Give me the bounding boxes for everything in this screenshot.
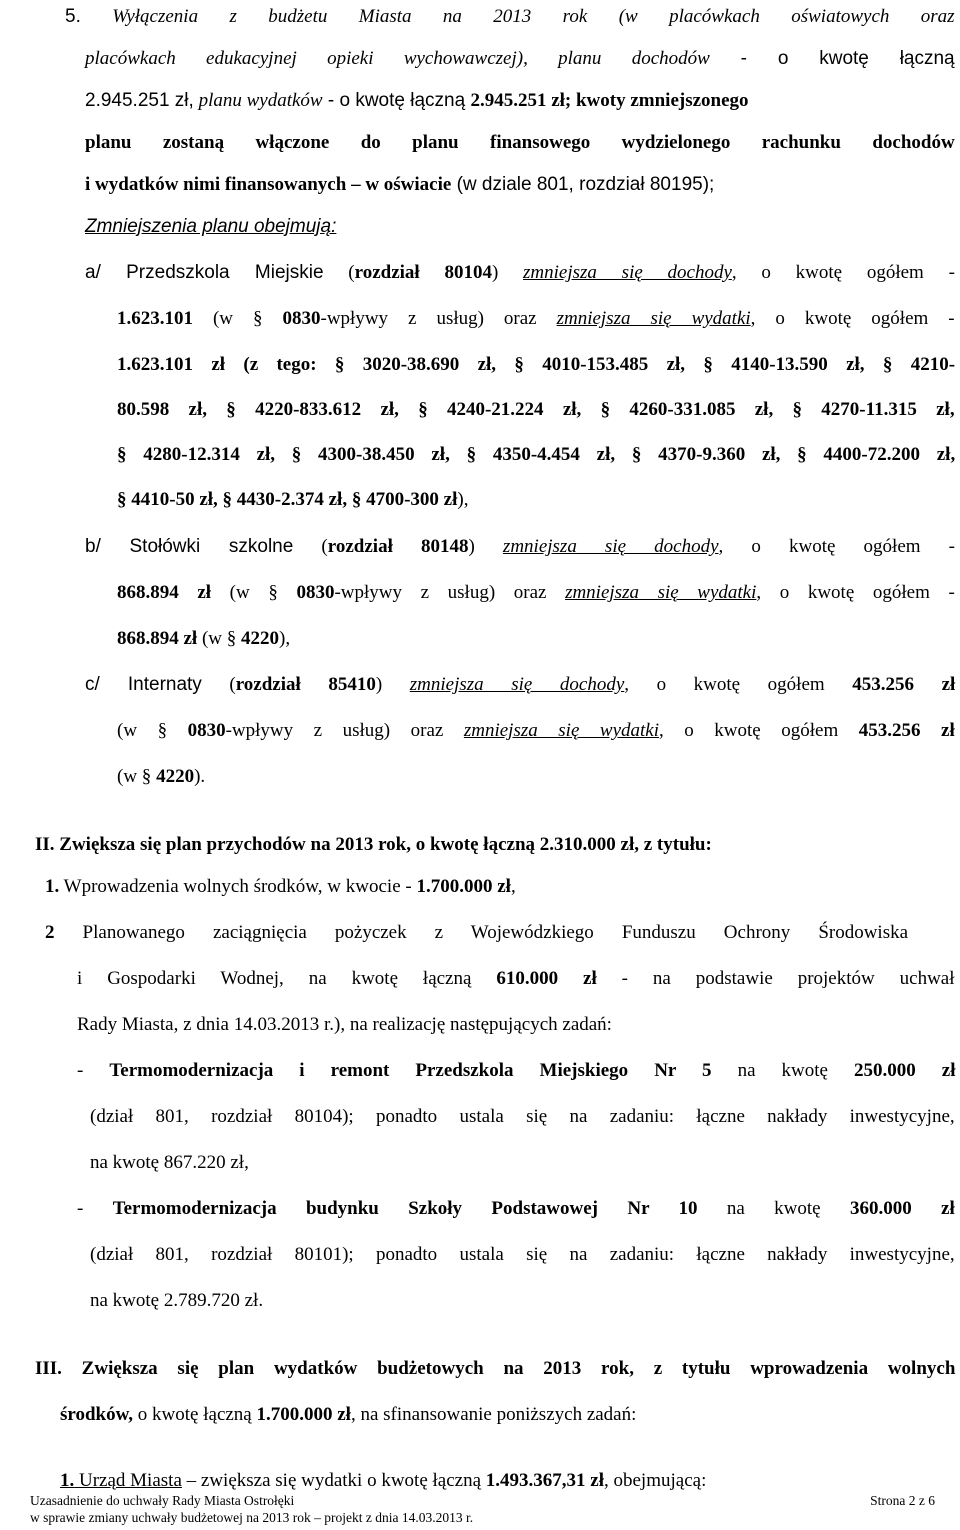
text-run: i Gospodarki Wodnej, na kwotę łączną [77,968,497,989]
text-line [90,1289,263,1313]
text-run: 1.700.000 zł [416,876,511,897]
text-run: zmniejsza się wydatki [556,308,751,329]
text-run: , [510,876,516,897]
text-run: 80.598 zł, § 4220-833.612 zł, § 4240-21.224 zł, § 4260-331.085 zł, § 4270-11.315 zł, [117,399,955,420]
text-run: na kwotę [697,1198,850,1219]
text-run: rozdział 80104 [354,262,492,283]
text-run: 360.000 zł [849,1198,955,1219]
text-run: , na sfinansowanie poniższych zadań: [350,1404,637,1425]
text-run: ) [491,262,524,283]
text-run: – w oświacie [351,174,452,195]
text-run: zmniejsza się wydatki [565,582,757,603]
text-run: b/ Stołówki szkolne [85,536,294,557]
text-line [85,131,955,155]
text-line [35,1357,955,1381]
text-run: Urząd Miasta [74,1470,182,1491]
text-run: - [77,1198,113,1219]
text-line [77,1197,955,1221]
text-run: , o kwotę ogółem [659,720,859,741]
text-run: 453.256 zł [852,674,956,695]
text-run: na kwotę 2.789.720 zł. [90,1290,264,1311]
text-run: (w placówkach oświatowych oraz [587,6,955,27]
text-run: zmniejsza się dochody [409,674,625,695]
text-run: § 4410-50 zł, § 4430-2.374 zł, § 4700-300 zł [117,489,458,510]
text-run: (w § [117,766,157,787]
text-run: - na podstawie projektów uchwał [596,968,955,989]
text-run: Planowanego zaciągnięcia pożyczek z Wojewódzkiego Funduszu Ochrony Środowiska [54,922,909,943]
text-run: 250.000 zł [853,1060,956,1081]
text-line [35,833,712,857]
text-run: - o kwotę łączną [709,48,955,69]
text-line [85,215,336,239]
text-line [85,173,714,197]
footer-page-number: Strona 2 z 6 [870,1493,935,1508]
text-run: (w § [197,628,242,649]
text-line [60,1403,636,1427]
text-run: 0830 [296,582,335,603]
text-run: 2.310.000 zł, z tytułu: [539,834,712,855]
text-run: zmniejsza się dochody [523,262,732,283]
text-run: rozdział 80148 [327,536,469,557]
text-run: , o kwotę ogółem [624,674,853,695]
text-run: III. Zwiększa się plan wydatków budżetowych na 2013 rok, z tytułu wprowadzenia wolnych [35,1358,956,1379]
text-run: -wpływy z usług) oraz [225,720,464,741]
text-run: Rady Miasta, z dnia 14.03.2013 r.), na realizację następujących zadań: [77,1014,612,1035]
text-run: zmniejsza się wydatki [463,720,659,741]
text-line [117,765,205,789]
text-line [90,1105,955,1129]
text-line [65,5,955,29]
text-run: (w dziale 801, rozdział 80195); [451,174,715,195]
text-run: planu wydatków [193,90,323,111]
text-run: 1.623.101 zł [117,354,226,375]
text-run: -wpływy z usług) oraz [334,582,566,603]
text-run: (w § [117,720,188,741]
text-run: § 4280-12.314 zł, § 4300-38.450 zł, § 4350-4.454 zł, § 4370-9.360 zł, § 4400-72.200 zł, [117,444,956,465]
text-run: (z tego: § [225,354,363,375]
text-run: 1.700.000 zł [256,1404,351,1425]
text-run: ( [293,536,328,557]
text-run: i wydatków nimi finansowanych [85,174,352,195]
text-run: (dział 801, rozdział 80104); ponadto ustala się na zadaniu: łączne nakłady inwestycyjne, [90,1106,955,1127]
text-run: Termomodernizacja i remont Przedszkola Miejskiego Nr 5 [109,1060,712,1081]
text-run: c/ Internaty [85,674,202,695]
text-run: 0830 [282,308,321,329]
text-run: - [77,1060,110,1081]
text-run: , o kwotę ogółem - [718,536,955,557]
text-line [117,627,290,651]
text-run: 610.000 zł [496,968,597,989]
text-run: planu zostaną włączone do planu finansowego wydzielonego rachunku dochodów [85,132,955,153]
text-line [45,921,908,945]
text-run: , o kwotę ogółem - [756,582,955,603]
text-line [117,307,955,331]
text-run: 868.894 zł [117,582,212,603]
text-run: a/ Przedszkola Miejskie [85,262,324,283]
text-run: 4220 [241,628,280,649]
text-line [117,353,955,377]
text-line [85,261,955,285]
text-run: placówkach edukacyjnej opieki wychowawczej), [85,48,528,69]
text-run: 4220 [156,766,195,787]
text-line [90,1151,249,1175]
text-run: (dział 801, rozdział 80101); ponadto ustala się na zadaniu: łączne nakłady inwestycyjne, [90,1244,955,1265]
text-line [117,488,468,512]
text-run: ( [201,674,236,695]
text-line [85,673,955,697]
text-line [117,443,955,467]
text-run: , o kwotę ogółem - [750,308,955,329]
text-run: rozdział 85410 [235,674,376,695]
text-line [85,535,955,559]
text-line [77,1013,612,1037]
text-run: na kwotę 867.220 zł, [90,1152,249,1173]
text-run: Wprowadzenia wolnych środków, w kwocie - [59,876,417,897]
text-line [77,1059,955,1083]
text-run: 1. [60,1470,75,1491]
text-run: - o kwotę łączną [322,90,471,111]
text-run: o kwotę łączną [133,1404,257,1425]
text-run: , o kwotę ogółem - [731,262,955,283]
text-run: Wyłączenia z budżetu Miasta na 2013 rok [80,6,588,27]
text-run: 1.623.101 [117,308,193,329]
text-run: zmniejsza się dochody [502,536,719,557]
text-run: na kwotę [711,1060,854,1081]
text-line [117,581,955,605]
text-line [117,719,955,743]
text-run: 1.493.367,31 zł [485,1470,604,1491]
text-line [85,47,955,71]
text-run: środków, [60,1404,134,1425]
footer-line-1: Uzasadnienie do uchwały Rady Miasta Ostrołęki [30,1493,295,1508]
text-run: 3020-38.690 zł, § 4010-153.485 zł, § 4140-13.590 zł, § 4210- [362,354,956,375]
text-run: (w § [193,308,283,329]
text-line [85,89,749,113]
text-run: -wpływy z usług) oraz [320,308,557,329]
text-line [77,967,955,991]
text-run: 2.945.251 zł, [85,90,194,111]
text-run: 1. [45,876,60,897]
text-run: ) [375,674,410,695]
text-run: 5. [65,6,81,27]
text-run: Zmniejszenia planu obejmują: [85,216,337,237]
text-run: Termomodernizacja budynku Szkoły Podstawowej Nr 10 [112,1198,698,1219]
text-run: 868.894 zł [117,628,198,649]
text-run: 2.945.251 zł; kwoty zmniejszonego [470,90,749,111]
footer-line-2: w sprawie zmiany uchwały budżetowej na 2013 rok – projekt z dnia 14.03.2013 r. [30,1510,474,1525]
text-line [90,1243,955,1267]
text-run: ( [323,262,355,283]
text-run: – zwiększa się wydatki o kwotę łączną [181,1470,486,1491]
text-run: , obejmującą: [604,1470,707,1491]
text-run: 2 [45,922,55,943]
text-line [60,1469,706,1493]
text-run: ), [457,489,469,510]
text-line [45,875,516,899]
text-run: ), [279,628,291,649]
text-line [117,398,955,422]
text-run: 0830 [187,720,226,741]
text-run: ) [468,536,503,557]
text-run: (w § [211,582,297,603]
text-run: ). [194,766,206,787]
text-run: II. Zwiększa się plan przychodów na 2013 rok, o kwotę łączną [35,834,540,855]
text-run: planu dochodów [527,48,710,69]
text-run: 453.256 zł [858,720,955,741]
